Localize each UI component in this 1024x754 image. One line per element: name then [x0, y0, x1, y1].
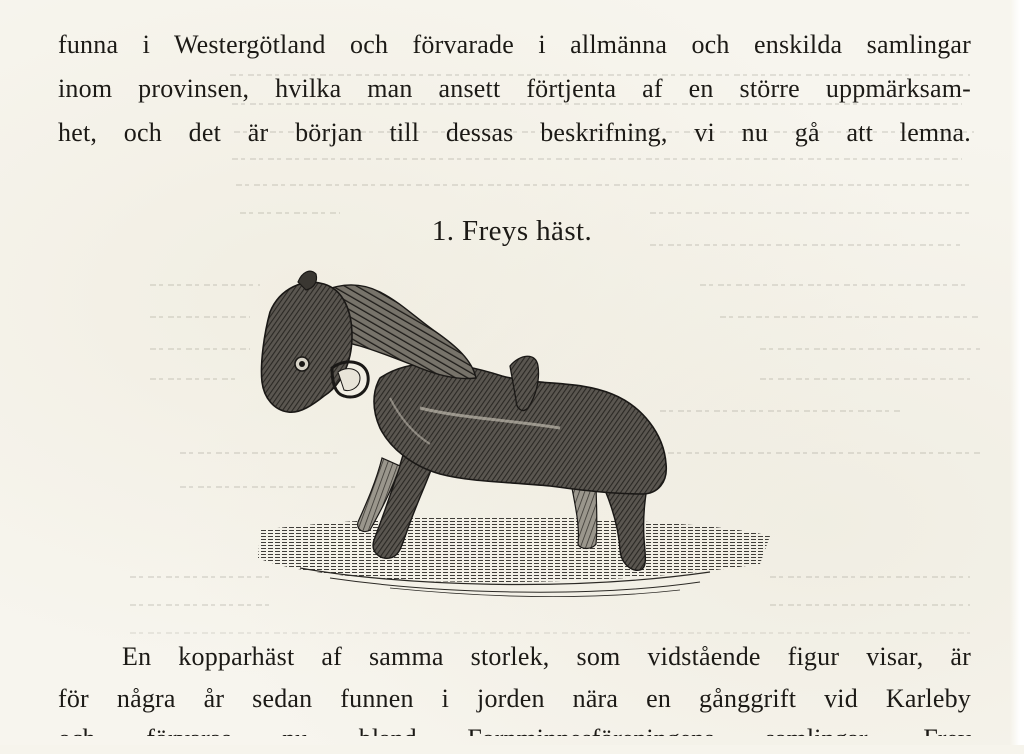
body-text-line-4: En kopparhäst af samma storlek, som vidstående figur visar, är — [122, 642, 971, 671]
body-text-line-1: funna i Westergötland och förvarade i allmänna och enskilda samlingar — [58, 30, 971, 59]
body-text-line-2: inom provinsen, hvilka man ansett förtjenta af en större uppmärksam- — [58, 74, 971, 103]
page-edge — [1010, 0, 1024, 745]
ground-shadow — [258, 517, 770, 597]
body-text-line-3: het, och det är början till dessas beskrifning, vi nu gå att lemna. — [58, 118, 971, 147]
body-text-line-5: för några år sedan funnen i jorden nära en gånggrift vid Karleby — [58, 684, 971, 713]
section-heading: 1. Freys häst. — [431, 215, 593, 247]
horse-figurine-engraving — [240, 268, 780, 624]
